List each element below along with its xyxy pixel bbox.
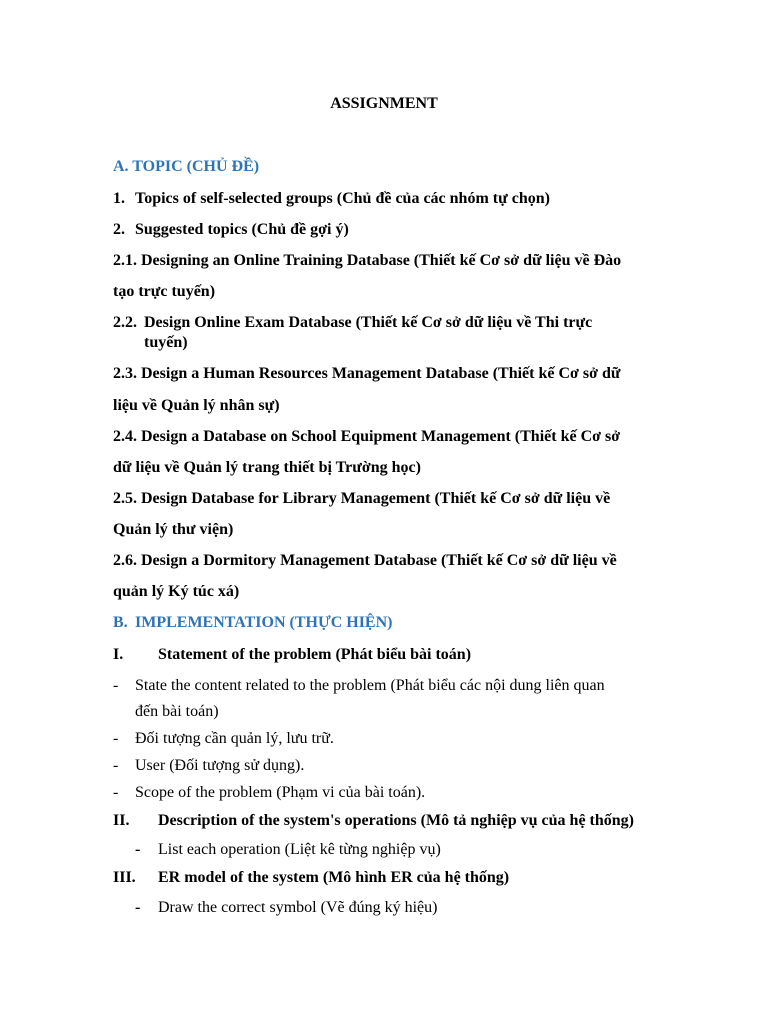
document-title: ASSIGNMENT	[330, 95, 438, 112]
bullet-text: Scope of the problem (Phạm vi của bài toán).	[135, 784, 426, 801]
bullet-text-continued: đến bài toán)	[135, 703, 219, 720]
bullet-dash: -	[113, 757, 119, 774]
section-b-heading	[113, 613, 393, 633]
topic-2-4-line-1: 2.4. Design a Database on School Equipment Management (Thiết kế Cơ sở	[113, 428, 621, 445]
list-number: 2.2.	[113, 314, 137, 331]
roman-number: II.	[113, 812, 130, 829]
list-number: 1.	[113, 190, 125, 207]
list-item-text: Design Online Exam Database (Thiết kế Cơ sở dữ liệu về Thi trực	[144, 314, 593, 331]
topic-2-2-line-2: tuyến)	[144, 334, 188, 351]
topic-2-1-line-2: tạo trực tuyến)	[113, 283, 216, 300]
list-item-text: Suggested topics (Chủ đề gợi ý)	[135, 221, 349, 238]
section-a-heading: A. TOPIC (CHỦ ĐỀ)	[113, 158, 260, 175]
topic-2-3-line-2: liệu về Quản lý nhân sự)	[113, 397, 280, 414]
bullet-text: Draw the correct symbol (Vẽ đúng ký hiệu)	[158, 899, 438, 916]
bullet-dash: -	[113, 784, 119, 801]
part-1-heading	[113, 645, 472, 665]
topic-2-5-line-1: 2.5. Design Database for Library Management (Thiết kế Cơ sở dữ liệu về	[113, 490, 611, 507]
topic-item-2	[113, 220, 349, 240]
topic-2-6-line-2: quản lý Ký túc xá)	[113, 583, 240, 600]
topic-2-5-line-2: Quản lý thư viện)	[113, 521, 234, 538]
bullet-text: List each operation (Liệt kê từng nghiệp vụ)	[158, 841, 441, 858]
topic-2-2-line-1	[113, 313, 593, 333]
roman-number: III.	[113, 869, 136, 886]
topic-item-1	[113, 189, 550, 209]
bullet-text: Đối tượng cần quản lý, lưu trữ.	[135, 730, 334, 747]
bullet-item	[135, 840, 441, 860]
section-b-title: IMPLEMENTATION (THỰC HIỆN)	[135, 614, 393, 631]
roman-number: I.	[113, 646, 124, 663]
bullet-item	[113, 756, 305, 776]
section-b-number: B.	[113, 614, 128, 631]
bullet-item	[113, 783, 426, 803]
bullet-text: State the content related to the problem (Phát biểu các nội dung liên quan	[135, 677, 605, 694]
bullet-dash: -	[113, 730, 119, 747]
part-title: Statement of the problem (Phát biểu bài toán)	[158, 646, 472, 663]
bullet-text: User (Đối tượng sử dụng).	[135, 757, 305, 774]
bullet-dash: -	[113, 677, 119, 694]
bullet-item	[113, 729, 334, 749]
part-title: Description of the system's operations (Mô tả nghiệp vụ của hệ thống)	[158, 812, 634, 829]
list-item-text: Topics of self-selected groups (Chủ đề của các nhóm tự chọn)	[135, 190, 550, 207]
bullet-dash: -	[135, 899, 141, 916]
part-2-heading	[113, 811, 634, 831]
bullet-item	[113, 676, 605, 696]
part-3-heading	[113, 868, 510, 888]
list-number: 2.	[113, 221, 125, 238]
topic-2-6-line-1: 2.6. Design a Dormitory Management Database (Thiết kế Cơ sở dữ liệu về	[113, 552, 617, 569]
bullet-dash: -	[135, 841, 141, 858]
topic-2-4-line-2: dữ liệu về Quản lý trang thiết bị Trường học)	[113, 459, 421, 476]
part-title: ER model of the system (Mô hình ER của hệ thống)	[158, 869, 510, 886]
topic-2-3-line-1: 2.3. Design a Human Resources Management Database (Thiết kế Cơ sở dữ	[113, 365, 621, 382]
topic-2-1-line-1: 2.1. Designing an Online Training Database (Thiết kế Cơ sở dữ liệu về Đào	[113, 252, 622, 269]
bullet-item	[135, 898, 438, 918]
